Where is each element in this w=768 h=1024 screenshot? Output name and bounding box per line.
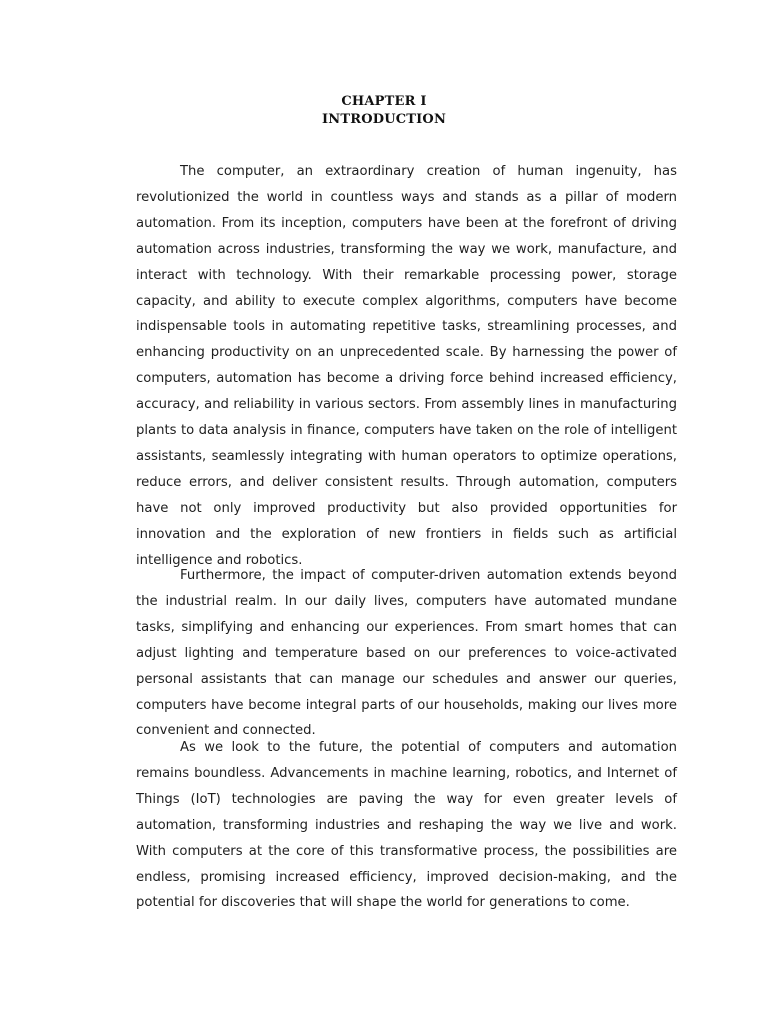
paragraph-1: The computer, an extraordinary creation of human ingenuity, has revolutionized the world in countless ways and stands as a pillar of modern automation. From its inception, computers have been at the forefront of driving automation across industries, transforming the way we work, manufacture, and interact with technology. With their remarkable processing power, storage capacity, and ability to execute complex algorithms, computers have become indispensable tools in automating repetitive tasks, streamlining processes, and enhancing productivity on an unprecedented scale. By harnessing the power of computers, automation has become a driving force behind increased efficiency, accuracy, and reliability in various sectors. From assembly lines in manufacturing plants to data analysis in finance, computers have taken on the role of intelligent assistants, seamlessly integrating with human operators to optimize operations, reduce errors, and deliver consistent results. Through automation, computers have not only improved productivity but also provided opportunities for innovation and the exploration of new frontiers in fields such as artificial intelligence and robotics. <box>136 164 677 568</box>
chapter-title: INTRODUCTION <box>321 112 447 127</box>
chapter-label: CHAPTER I <box>341 94 427 109</box>
paragraph-3: As we look to the future, the potential of computers and automation remains boundless. Advancements in machine learning, robotics, and Internet of Things (IoT) technologies are paving the way for even greater levels of automation, transforming industries and reshaping the way we live and work. With computers at the core of this transformative process, the possibilities are endless, promising increased efficiency, improved decision-making, and the potential for discoveries that will shape the world for generations to come. <box>136 740 677 911</box>
paragraph-2: Furthermore, the impact of computer-driven automation extends beyond the industrial realm. In our daily lives, computers have automated mundane tasks, simplifying and enhancing our experiences. From smart homes that can adjust lighting and temperature based on our preferences to voice-activated personal assistants that can manage our schedules and answer our queries, computers have become integral parts of our households, making our lives more convenient and connected. <box>136 568 677 739</box>
